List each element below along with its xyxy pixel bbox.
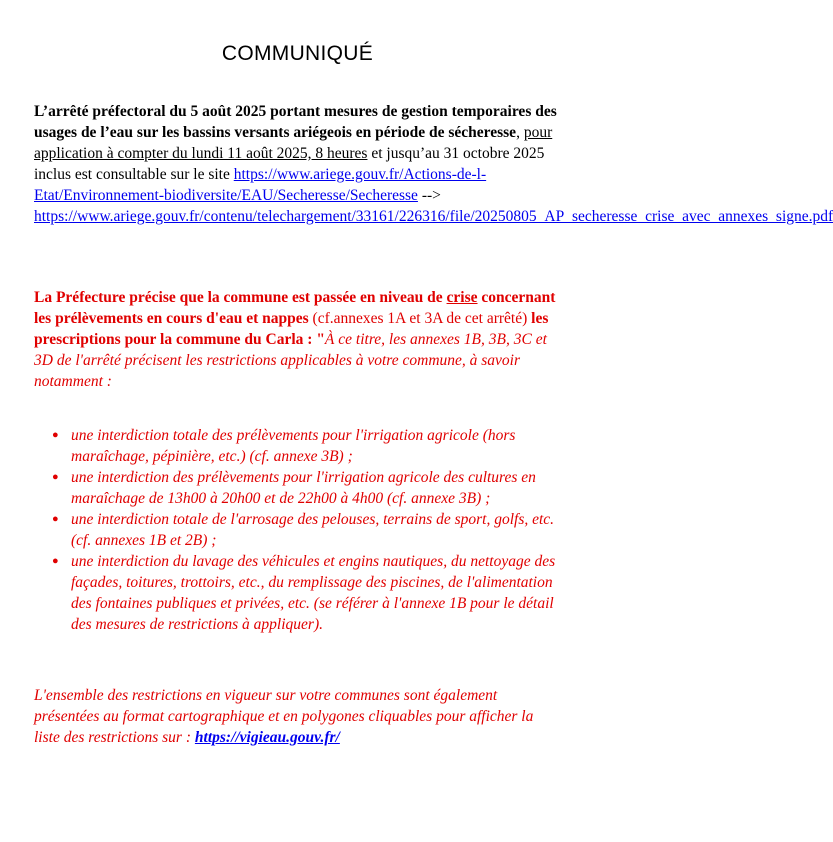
decree-title: L’arrêté préfectoral du 5 août 2025 portant mesures de gestion temporaires des usages de l’eau sur les bassins versants ariégeois en période de sécheresse [34,103,557,141]
notice-bold-1: La Préfecture précise que la commune est passée en niveau de [34,289,447,306]
list-item [52,467,557,509]
restriction-text: une interdiction des prélèvements pour l'irrigation agricole des cultures en maraîchage de 13h00 à 20h00 et de 22h00 à 4h00 (cf. annexe 3B) ; [71,469,536,507]
bullet-icon: ● [52,429,59,441]
list-item [52,425,557,467]
decree-pdf-link[interactable]: https://www.ariege.gouv.fr/contenu/telechargement/33161/226316/file/20250805_AP_secheresse_crise_avec_annexes_signe.pdf [34,208,833,225]
bullet-icon: ● [52,471,59,483]
restriction-text: une interdiction du lavage des véhicules et engins nautiques, du nettoyage des façades, toitures, trottoirs, etc., du remplissage des piscines, de l'alimentation des fontaines publiques et privées, etc. (se référer à l'annexe 1B pour le détail des mesures de restrictions à appliquer). [71,553,556,633]
restriction-text: une interdiction totale de l'arrosage des pelouses, terrains de sport, golfs, etc. (cf. annexes 1B et 2B) ; [71,511,555,549]
notice-italic: À ce titre, les annexes 1B, 3B, 3C et 3D de l'arrêté précisent les restrictions applicables à votre commune, à savoir notamment : [34,331,547,390]
map-info-text: L'ensemble des restrictions en vigueur sur votre communes sont également présentées au format cartographique et en polygones cliquables pour afficher la liste des restrictions sur : [34,687,534,746]
notice-annex-reference: (cf.annexes 1A et 3A de cet arrêté) [308,310,532,327]
decree-validity: et jusqu’au 31 octobre 2025 inclus est consultable sur le site [34,145,545,183]
link-arrow: --> [417,187,441,204]
decree-comma: , [516,124,524,141]
prefecture-secheresse-link[interactable]: https://www.ariege.gouv.fr/Actions-de-l-Etat/Environnement-biodiversite/EAU/Secheresse/Secheresse [34,166,487,204]
bullet-icon: ● [52,513,59,525]
notice-bold-3: les prescriptions pour la commune du Carla : " [34,310,549,348]
map-info-paragraph [34,685,562,748]
prefecture-notice-paragraph [34,287,562,392]
page-title: COMMUNIQUÉ [221,42,374,65]
vigieau-link[interactable]: https://vigieau.gouv.fr/ [194,729,340,746]
restriction-text: une interdiction totale des prélèvements pour l'irrigation agricole (hors maraîchage, pépinière, etc.) (cf. annexe 3B) ; [71,427,516,465]
bullet-icon: ● [52,555,59,567]
decree-paragraph [34,101,833,227]
notice-crise: crise [446,289,478,306]
decree-application-date: pour application à compter du lundi 11 août 2025, 8 heures [34,124,553,162]
restrictions-list [52,425,557,635]
list-item [52,551,557,635]
list-item [52,509,557,551]
notice-bold-2: concernant les prélèvements en cours d'eau et nappes [34,289,556,327]
